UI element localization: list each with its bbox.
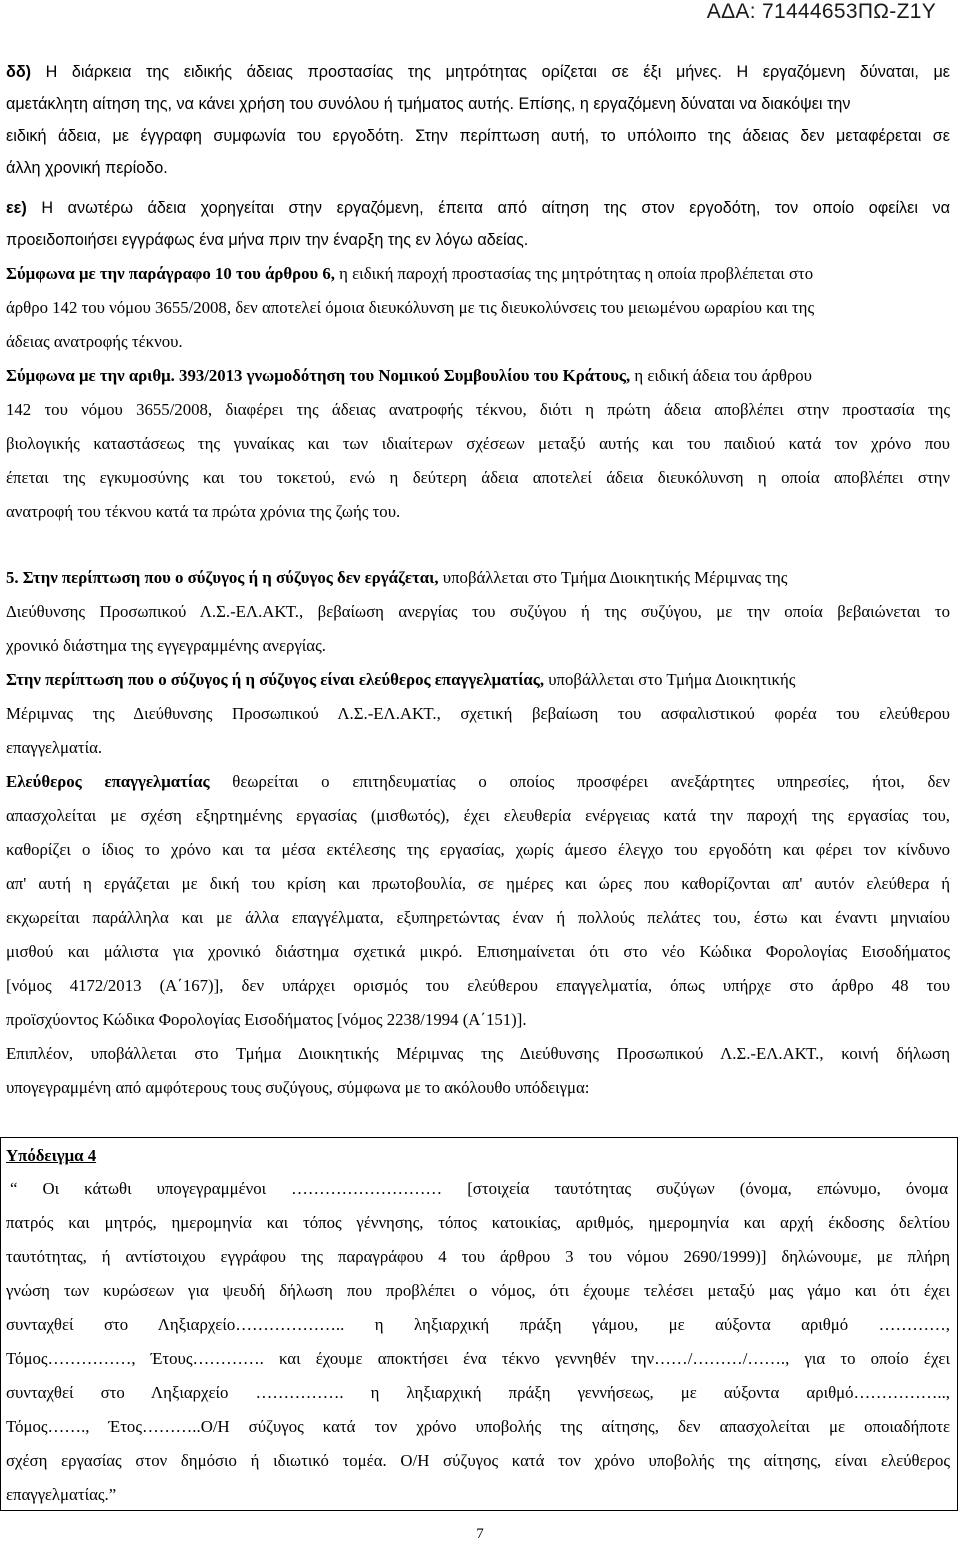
template-line-4: γνώση των κυρώσεων για ψευδή δήλωση που προβλέπει ο νόμος, ότι έχουμε τελέσει μεταξύ μας γάμο και ότι έχει — [6, 1281, 950, 1300]
para-ee-line-1 — [6, 198, 950, 218]
section5-line-9: καθορίζει ο ίδιος το χρόνο και τα μέσα εκτέλεσης της εργασίας, χωρίς άμεσο έλεγχο του εργοδότη και φέρει τον κίνδυνο — [6, 840, 950, 859]
para-dd-line-2: αμετάκλητη αίτηση της, να κάνει χρήση του συνόλου ή τμήματος αυτής. Επίσης, η εργαζόμενη δύναται να διακόψει την — [6, 95, 851, 113]
template-line-6: Τόμος……………, Έτους…………. και έχουμε αποκτήσει ένα τέκνο γεννηθέν την……/………/……., για το οποίο έχει — [6, 1349, 950, 1368]
template-title: Υπόδειγμα 4 — [6, 1146, 97, 1165]
para-art6-line-3: άδειας ανατροφής τέκνου. — [6, 332, 183, 351]
section5-line-6: επαγγελματία. — [6, 738, 103, 757]
section5-line-16: υπογεγραμμένη από αμφότερους τους συζύγους, σύμφωνα με το ακόλουθο υπόδειγμα: — [6, 1078, 590, 1097]
para-nsk-line-4: έπεται της εγκυμοσύνης και του τοκετού, ενώ η δεύτερη άδεια αποτελεί άδεια διευκόλυνση η οποία αποβλέπει στην — [6, 468, 950, 487]
section5-text-1: υποβάλλεται στο Τμήμα Διοικητικής Μέριμνας της — [438, 568, 788, 587]
para-art6-text: η ειδική παροχή προστασίας της μητρότητας η οποία προβλέπεται στο — [334, 264, 814, 283]
para-art6-line-1 — [6, 264, 950, 284]
section5-line-5: Μέριμνας της Διεύθυνσης Προσωπικού Λ.Σ.-ΕΛ.ΑΚΤ., σχετική βεβαίωση του ασφαλιστικού φορέα του ελεύθερου — [6, 704, 950, 723]
template-line-9: σχέση εργασίας στον δημόσιο ή ιδιωτικό τομέα. Ο/Η σύζυγος κατά τον χρόνο υποβολής της αίτησης, είναι ελεύθερος — [6, 1451, 950, 1470]
para-nsk-line-5: ανατροφή του τέκνου κατά τα πρώτα χρόνια της ζωής του. — [6, 502, 401, 521]
section5-line-12: μισθού και μάλιστα για χρονικό διάστημα σχετικά μικρό. Επισημαίνεται ότι στο νέο Κώδικα Φορολογίας Εισοδήματος — [6, 942, 950, 961]
para-ee-text: Η ανωτέρω άδεια χορηγείται στην εργαζόμενη, έπειτα από αίτηση της στον εργοδότη, τον οποίο οφείλει να — [41, 199, 951, 217]
section5-line-15: Επιπλέον, υποβάλλεται στο Τμήμα Διοικητικής Μέριμνας της Διεύθυνσης Προσωπικού Λ.Σ.-ΕΛ.ΑΚΤ., κοινή δήλωση — [6, 1044, 950, 1063]
section5-line-7 — [6, 772, 950, 792]
section5-bold-3: Ελεύθερος επαγγελματίας — [6, 772, 210, 791]
para-nsk-line-3: βιολογικής καταστάσεως της γυναίκας και των ιδιαίτερων σχέσεων μεταξύ αυτής και του παιδιού κατά τον χρόνο που — [6, 434, 950, 453]
page-number: 7 — [476, 1526, 484, 1542]
template-line-1: “ Οι κάτωθι υπογεγραμμένοι ……………………… [στοιχεία ταυτότητας συζύγων (όνομα, επώνυμο, όνομα — [10, 1179, 948, 1198]
section5-line-8: απασχολείται με σχέση εξηρτημένης εργασίας (μισθωτός), έχει ελευθερία ενέργειας κατά την παροχή της εργασίας του, — [6, 806, 950, 825]
para-nsk-bold-2: 393/2013 γνωμοδότηση του Νομικού Συμβουλίου του Κράτους, — [174, 366, 631, 385]
para-art6-line-2: άρθρο 142 του νόμου 3655/2008, δεν αποτελεί όμοια διευκόλυνση με τις διευκολύνσεις του μειωμένου ωραρίου και της — [6, 298, 815, 317]
template-line-3: ταυτότητας, ή αντίστοιχου εγγράφου της παραγράφου 4 του άρθρου 3 του νόμου 2690/1999)] δηλώνουμε, με πλήρη — [6, 1247, 950, 1266]
template-line-10: επαγγελματίας.” — [6, 1485, 117, 1504]
section5-line-13: [νόμος 4172/2013 (Α΄167)], δεν υπάρχει ορισμός του ελεύθερου επαγγελματία, όπως υπήρχε στο άρθρο 48 του — [6, 976, 950, 995]
para-nsk-bold-1: Σύμφωνα με την αριθμ. — [6, 366, 175, 385]
para-ee-line-2: προειδοποιήσει εγγράφως ένα μήνα πριν την έναρξη της εν λόγω αδείας. — [6, 231, 529, 249]
para-dd-line-3: ειδική άδεια, με έγγραφη συμφωνία του εργοδότη. Στην περίπτωση αυτή, το υπόλοιπο της άδειας δεν μεταφέρεται σε — [6, 127, 950, 145]
section5-line-10: απ' αυτή η εργάζεται με δική του κρίση και πρωτοβουλία, σε ημέρες και ώρες που καθορίζονται απ' αυτόν ελεύθερα ή — [6, 874, 950, 893]
para-dd-text: Η διάρκεια της ειδικής άδειας προστασίας της μητρότητας ορίζεται σε έξι μήνες. Η εργαζόμενη δύναται, με — [45, 63, 950, 81]
section5-line-1 — [6, 568, 950, 588]
section5-line-11: εκχωρείται παράλληλα και με άλλα επαγγέλματα, εξυπηρετώντας έναν ή πολλούς πελάτες του, έστω και έναντι μηνιαίου — [6, 908, 950, 927]
section5-line-14: προϊσχύοντος Κώδικα Φορολογίας Εισοδήματος [νόμος 2238/1994 (Α΄151)]. — [6, 1010, 527, 1029]
section5-line-3: χρονικό διάστημα της εγγεγραμμένης ανεργίας. — [6, 636, 326, 655]
para-art6-bold: Σύμφωνα με την παράγραφο 10 του άρθρου 6, — [6, 264, 335, 283]
para-dd-line-4: άλλη χρονική περίοδο. — [6, 159, 168, 177]
para-nsk-line-2: 142 του νόμου 3655/2008, διαφέρει της άδειας ανατροφής τέκνου, διότι η πρώτη άδεια αποβλέπει στην προστασία της — [6, 400, 950, 419]
template-line-2: πατρός και μητρός, ημερομηνία και τόπος γέννησης, τόπος κατοικίας, αριθμός, ημερομηνία και αρχή έκδοσης δελτίου — [6, 1213, 950, 1232]
section5-line-4 — [6, 670, 950, 690]
section5-text-7: θεωρείται ο επιτηδευματίας ο οποίος προσφέρει ανεξάρτητες υπηρεσίες, ήτοι, δεν — [209, 772, 951, 791]
section5-bold-1: Στην περίπτωση που ο σύζυγος ή η σύζυγος δεν εργάζεται, — [18, 568, 439, 587]
para-nsk-text: η ειδική άδεια του άρθρου — [630, 366, 812, 385]
para-dd-line-1 — [6, 62, 950, 82]
template-line-7: συνταχθεί στο Ληξιαρχείο ……………. η ληξιαρχική πράξη γεννήσεως, με αύξοντα αριθμό…………….., — [6, 1383, 950, 1402]
para-dd-label: δδ) — [6, 63, 32, 81]
para-ee-label: εε) — [6, 199, 27, 217]
section5-bold-2: Στην περίπτωση που ο σύζυγος ή η σύζυγος είναι ελεύθερος επαγγελματίας, — [6, 670, 545, 689]
template-line-8: Τόμος……., Έτος………..Ο/Η σύζυγος κατά τον χρόνο υποβολής της αίτησης, δεν απασχολείται με οποιαδήποτε — [6, 1417, 950, 1436]
ada-code: ΑΔΑ: 71444653ΠΩ-Ζ1Υ — [706, 0, 936, 23]
section5-number: 5. — [6, 568, 19, 587]
section5-line-2: Διεύθυνσης Προσωπικού Λ.Σ.-ΕΛ.ΑΚΤ., βεβαίωση ανεργίας του συζύγου ή της συζύγου, με την οποία βεβαιώνεται το — [6, 602, 950, 621]
para-nsk-line-1 — [6, 366, 950, 386]
section5-text-4: υποβάλλεται στο Τμήμα Διοικητικής — [544, 670, 796, 689]
template-line-5: συνταχθεί στο Ληξιαρχείο……………….. η ληξιαρχική πράξη γάμου, με αύξοντα αριθμό …………, — [6, 1315, 950, 1334]
